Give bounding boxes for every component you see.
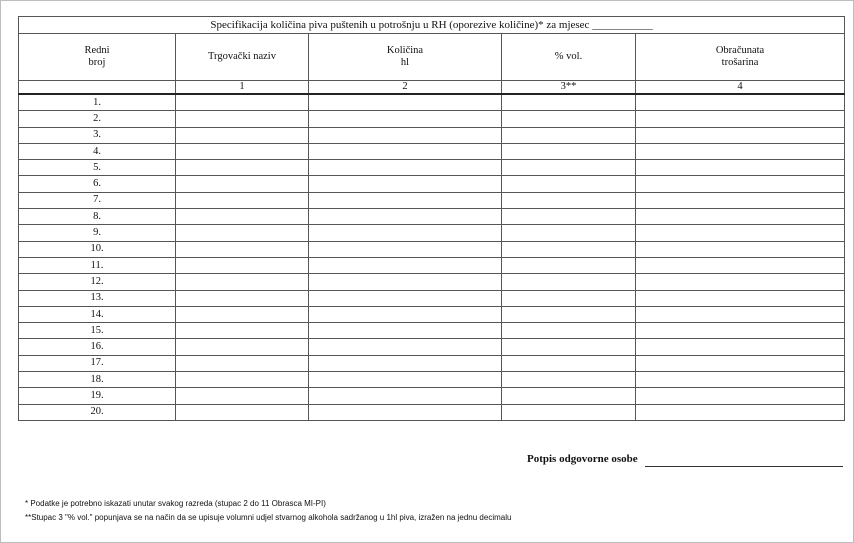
- vol-cell[interactable]: [502, 355, 636, 371]
- kolicina-cell[interactable]: [309, 111, 502, 127]
- table-title: Specifikacija količina piva puštenih u potrošnju u RH (oporezive količine)* za mjesec ___________: [19, 17, 845, 34]
- vol-cell[interactable]: [502, 209, 636, 225]
- table-row: [19, 355, 845, 371]
- row-number-cell: 5.: [19, 160, 176, 176]
- trgovacki-naziv-cell[interactable]: [176, 176, 309, 192]
- table-row: [19, 94, 845, 111]
- trgovacki-naziv-cell[interactable]: [176, 111, 309, 127]
- row-number-cell: 20.: [19, 404, 176, 420]
- table-row: [19, 388, 845, 404]
- row-number-cell: 13.: [19, 290, 176, 306]
- trosarina-cell[interactable]: [636, 160, 845, 176]
- trosarina-cell[interactable]: [636, 176, 845, 192]
- specification-table: [18, 16, 845, 421]
- signature-label: Potpis odgovorne osobe: [527, 453, 638, 465]
- trgovacki-naziv-cell[interactable]: [176, 257, 309, 273]
- row-number-cell: 19.: [19, 388, 176, 404]
- trosarina-cell[interactable]: [636, 127, 845, 143]
- trosarina-cell[interactable]: [636, 209, 845, 225]
- header-vol: [502, 34, 636, 81]
- table-row: [19, 257, 845, 273]
- header-kolicina: [309, 34, 502, 81]
- trosarina-cell[interactable]: [636, 111, 845, 127]
- trgovacki-naziv-cell[interactable]: [176, 372, 309, 388]
- trgovacki-naziv-cell[interactable]: [176, 274, 309, 290]
- table-row: [19, 290, 845, 306]
- footnote-1: * Podatke je potrebno iskazati unutar svakog razreda (stupac 2 do 11 Obrasca MI-PI): [25, 499, 326, 508]
- kolicina-cell[interactable]: [309, 306, 502, 322]
- kolicina-cell[interactable]: [309, 404, 502, 420]
- trgovacki-naziv-cell[interactable]: [176, 127, 309, 143]
- header-label-line2: broj: [88, 57, 106, 68]
- vol-cell[interactable]: [502, 323, 636, 339]
- trgovacki-naziv-cell[interactable]: [176, 388, 309, 404]
- row-number-cell: 12.: [19, 274, 176, 290]
- table-row: [19, 143, 845, 159]
- trgovacki-naziv-cell[interactable]: [176, 339, 309, 355]
- kolicina-cell[interactable]: [309, 257, 502, 273]
- row-number-cell: 7.: [19, 192, 176, 208]
- trgovacki-naziv-cell[interactable]: [176, 323, 309, 339]
- footnote-2: **Stupac 3 "% vol." popunjava se na način da se upisuje volumni udjel stvarnog alkohola sadržanog u 1hl piva, izražen na jednu decimalu: [25, 513, 512, 522]
- row-number-cell: 2.: [19, 111, 176, 127]
- row-number-cell: 9.: [19, 225, 176, 241]
- table-header-row: [19, 34, 845, 81]
- trosarina-cell[interactable]: [636, 323, 845, 339]
- kolicina-cell[interactable]: [309, 94, 502, 111]
- row-number-cell: 10.: [19, 241, 176, 257]
- column-number: 4: [636, 81, 845, 95]
- vol-cell[interactable]: [502, 225, 636, 241]
- kolicina-cell[interactable]: [309, 323, 502, 339]
- table-row: [19, 339, 845, 355]
- kolicina-cell[interactable]: [309, 143, 502, 159]
- table-title-row: [19, 17, 845, 34]
- column-number: 2: [309, 81, 502, 95]
- trosarina-cell[interactable]: [636, 257, 845, 273]
- kolicina-cell[interactable]: [309, 225, 502, 241]
- kolicina-cell[interactable]: [309, 355, 502, 371]
- header-trgovacki-naziv: [176, 34, 309, 81]
- header-label-line1: Obračunata: [715, 45, 765, 56]
- table-row: [19, 127, 845, 143]
- kolicina-cell[interactable]: [309, 290, 502, 306]
- vol-cell[interactable]: [502, 143, 636, 159]
- column-number-row: [19, 81, 845, 95]
- header-redni-broj: [19, 34, 176, 81]
- vol-cell[interactable]: [502, 94, 636, 111]
- vol-cell[interactable]: [502, 111, 636, 127]
- table-row: [19, 160, 845, 176]
- row-number-cell: 11.: [19, 257, 176, 273]
- trosarina-cell[interactable]: [636, 372, 845, 388]
- vol-cell[interactable]: [502, 176, 636, 192]
- kolicina-cell[interactable]: [309, 339, 502, 355]
- trgovacki-naziv-cell[interactable]: [176, 306, 309, 322]
- vol-cell[interactable]: [502, 404, 636, 420]
- trgovacki-naziv-cell[interactable]: [176, 241, 309, 257]
- kolicina-cell[interactable]: [309, 388, 502, 404]
- header-label-line2: trošarina: [721, 57, 759, 68]
- trgovacki-naziv-cell[interactable]: [176, 290, 309, 306]
- kolicina-cell[interactable]: [309, 209, 502, 225]
- table-row: [19, 209, 845, 225]
- vol-cell[interactable]: [502, 372, 636, 388]
- table-row: [19, 306, 845, 322]
- kolicina-cell[interactable]: [309, 372, 502, 388]
- table-row: [19, 111, 845, 127]
- trosarina-cell[interactable]: [636, 339, 845, 355]
- vol-cell[interactable]: [502, 274, 636, 290]
- signature-line[interactable]: [645, 466, 843, 467]
- vol-cell[interactable]: [502, 306, 636, 322]
- vol-cell[interactable]: [502, 241, 636, 257]
- table-row: [19, 225, 845, 241]
- trosarina-cell[interactable]: [636, 355, 845, 371]
- vol-cell[interactable]: [502, 192, 636, 208]
- vol-cell[interactable]: [502, 290, 636, 306]
- kolicina-cell[interactable]: [309, 192, 502, 208]
- trosarina-cell[interactable]: [636, 404, 845, 420]
- header-obracunata-trosarina: [636, 34, 845, 81]
- trosarina-cell[interactable]: [636, 290, 845, 306]
- table-row: [19, 372, 845, 388]
- trgovacki-naziv-cell[interactable]: [176, 143, 309, 159]
- header-label-line1: Trgovački naziv: [208, 51, 276, 62]
- trosarina-cell[interactable]: [636, 306, 845, 322]
- row-number-cell: 6.: [19, 176, 176, 192]
- trosarina-cell[interactable]: [636, 274, 845, 290]
- trgovacki-naziv-cell[interactable]: [176, 225, 309, 241]
- vol-cell[interactable]: [502, 160, 636, 176]
- header-label-line1: % vol.: [554, 51, 583, 62]
- row-number-cell: 16.: [19, 339, 176, 355]
- header-label-line2: hl: [400, 57, 410, 68]
- trosarina-cell[interactable]: [636, 241, 845, 257]
- table-body: [19, 94, 845, 420]
- kolicina-cell[interactable]: [309, 274, 502, 290]
- row-number-cell: 1.: [19, 94, 176, 111]
- row-number-cell: 4.: [19, 143, 176, 159]
- vol-cell[interactable]: [502, 339, 636, 355]
- table-row: [19, 404, 845, 420]
- kolicina-cell[interactable]: [309, 127, 502, 143]
- column-number: 3**: [502, 81, 636, 95]
- kolicina-cell[interactable]: [309, 176, 502, 192]
- trgovacki-naziv-cell[interactable]: [176, 94, 309, 111]
- table-row: [19, 192, 845, 208]
- kolicina-cell[interactable]: [309, 160, 502, 176]
- trosarina-cell[interactable]: [636, 192, 845, 208]
- row-number-cell: 18.: [19, 372, 176, 388]
- header-label-line1: Redni: [84, 45, 110, 56]
- trosarina-cell[interactable]: [636, 94, 845, 111]
- trosarina-cell[interactable]: [636, 388, 845, 404]
- trosarina-cell[interactable]: [636, 143, 845, 159]
- trgovacki-naziv-cell[interactable]: [176, 209, 309, 225]
- trgovacki-naziv-cell[interactable]: [176, 192, 309, 208]
- column-number: 1: [176, 81, 309, 95]
- trgovacki-naziv-cell[interactable]: [176, 404, 309, 420]
- table-row: [19, 241, 845, 257]
- column-number: [19, 81, 176, 95]
- table-row: [19, 176, 845, 192]
- row-number-cell: 8.: [19, 209, 176, 225]
- row-number-cell: 17.: [19, 355, 176, 371]
- vol-cell[interactable]: [502, 388, 636, 404]
- row-number-cell: 3.: [19, 127, 176, 143]
- vol-cell[interactable]: [502, 257, 636, 273]
- vol-cell[interactable]: [502, 127, 636, 143]
- trosarina-cell[interactable]: [636, 225, 845, 241]
- table-row: [19, 323, 845, 339]
- row-number-cell: 14.: [19, 306, 176, 322]
- kolicina-cell[interactable]: [309, 241, 502, 257]
- header-label-line1: Količina: [386, 45, 424, 56]
- trgovacki-naziv-cell[interactable]: [176, 160, 309, 176]
- table-row: [19, 274, 845, 290]
- row-number-cell: 15.: [19, 323, 176, 339]
- trgovacki-naziv-cell[interactable]: [176, 355, 309, 371]
